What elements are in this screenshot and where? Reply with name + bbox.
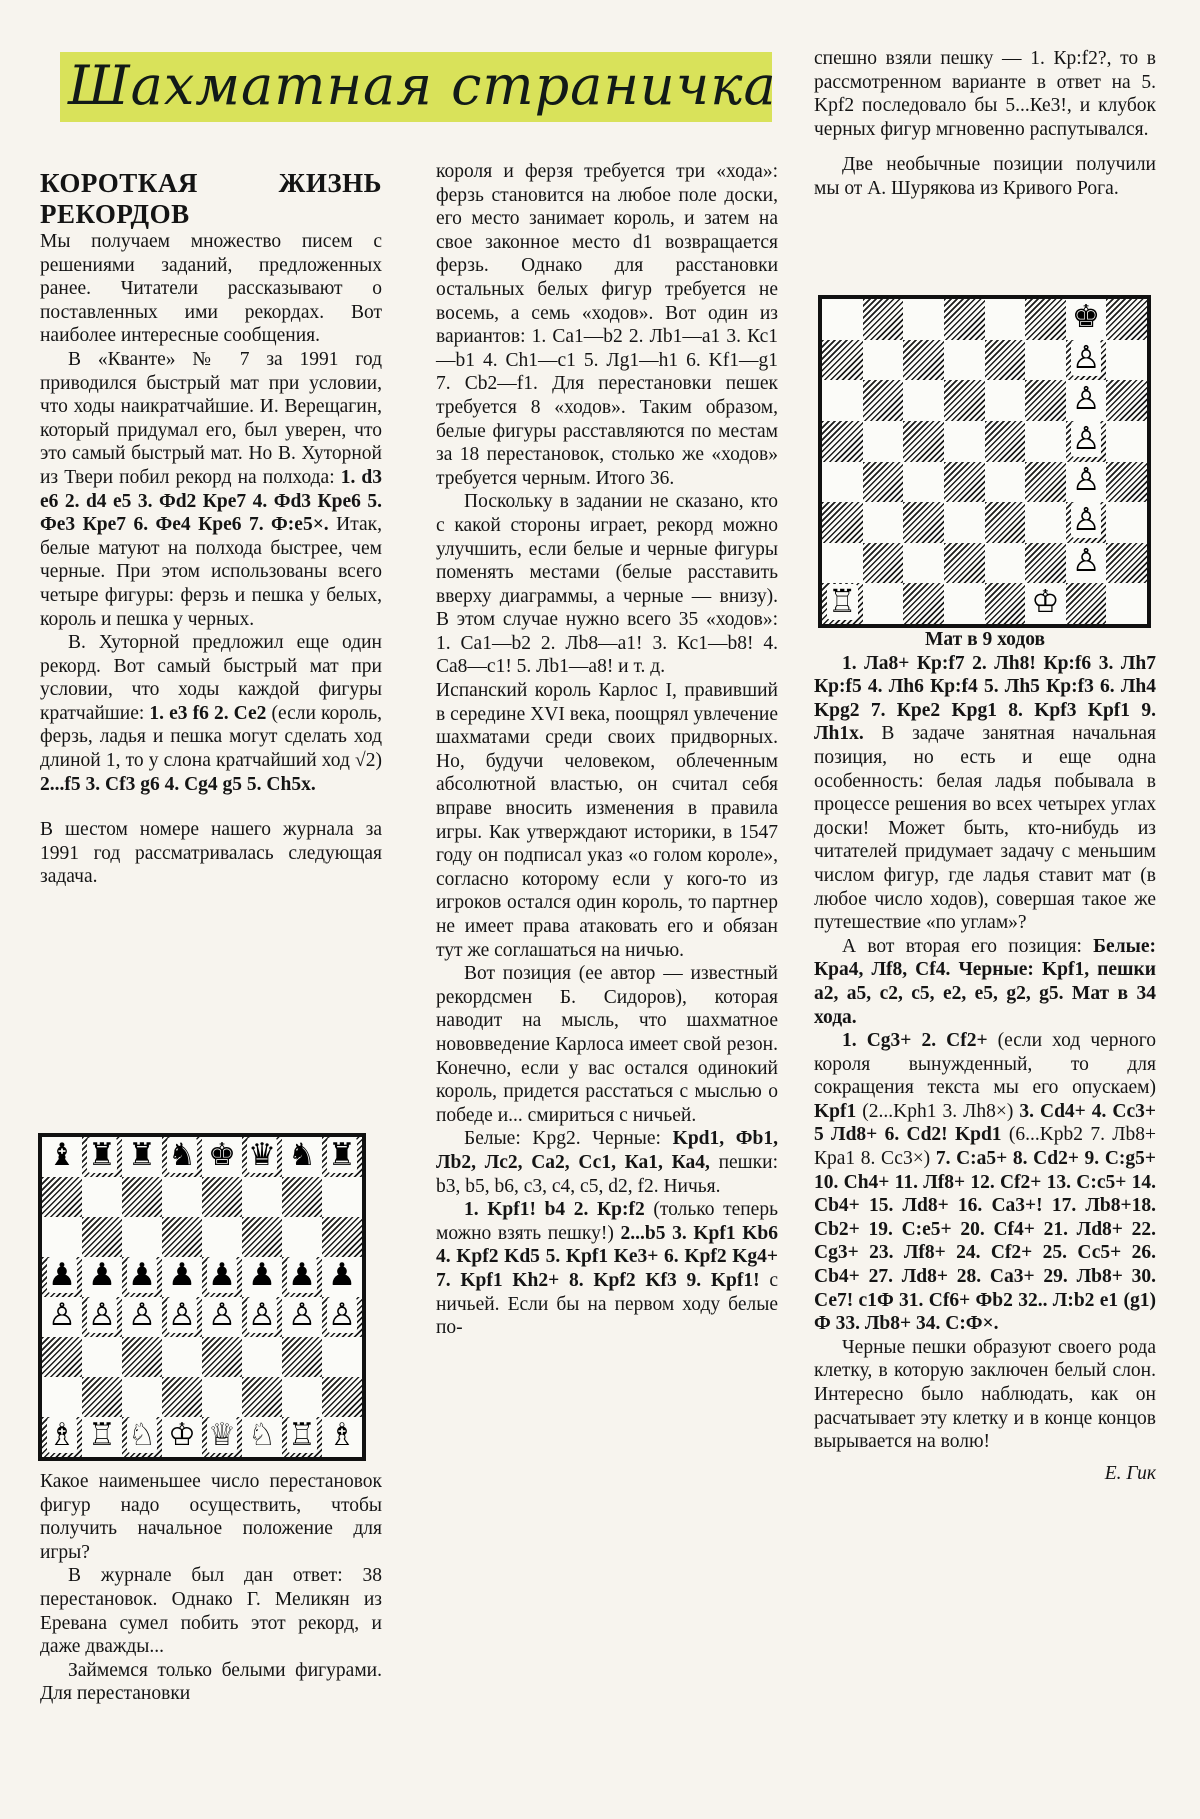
board-square: [282, 1217, 322, 1257]
col2-p1: короля и ферзя требуется три «хода»: ферзь становится на любое поле доски, его место занимает король, и затем на свое законное место d1 возвращается ферзь. Однако для расстановки остальных белых фигур требуется не восемь, а семь «ходов». Вот один из вариантов: 1. Са1—b2 2. Лb1—а1 3. Кс1—b1 4. Ch1—с1 5. Лg1—h1 6. Kf1—g1 7. Cb2—f1. Для перестановки пешек требуется 8 «ходов». Таким образом, белые фигуры расставляются по местам за 18 перестановок, столько же «ходов» требуется черным. Итого 36.: [436, 161, 778, 489]
chess-piece: ♖: [828, 583, 857, 620]
board-square: [82, 1337, 122, 1377]
chess-piece: ♙: [1071, 502, 1101, 539]
chess-piece: ♙: [1071, 339, 1101, 376]
chess-piece: ♜: [88, 1137, 116, 1174]
board-square: [42, 1177, 82, 1217]
mate-in-9-board: [818, 295, 1151, 628]
chess-piece: ♞: [168, 1137, 196, 1174]
board-square: [162, 1177, 202, 1217]
board-square: [42, 1337, 82, 1377]
chess-piece: ♙: [1071, 380, 1101, 417]
col2-p4: Вот позиция (ее автор — известный рекордсмен Б. Сидоров), которая наводит на мысль, что шахматное нововведение Карлоса имеет свой резон. Конечно, если у вас остался одинокий король, придется расстаться с мыслью о победе и... смириться с ничьей.: [436, 963, 778, 1126]
board-square: [822, 299, 863, 340]
board-square: [985, 462, 1026, 503]
chess-piece: ♚: [1071, 299, 1101, 336]
chess-piece: ♘: [128, 1417, 156, 1454]
chess-piece: ♟: [48, 1257, 76, 1294]
col1-p2: В «Кванте» № 7 за 1991 год приводился быстрый мат при условии, что ходы наикратчайшие. И. Верещагин, который придумал его, был уверен, что это самый быстрый мат. Но В. Хуторной из Твери побил рекорд на полхода: 1. d3 e6 2. d4 e5 3. Фd2 Кре7 4. Фd3 Кре6 5. Фе3 Кре7 6. Фе4 Кре6 7. Ф:е5×. Итак, белые матуют на полхода быстрее, чем черные. При этом использованы всего четыре фигуры: ферзь и пешка у белых, король и пешка у черных.: [40, 348, 382, 630]
start-position-board: [38, 1133, 366, 1461]
chess-piece: ♚: [208, 1137, 236, 1174]
board-square: [82, 1217, 122, 1257]
board-square: [903, 340, 944, 381]
board-square: [202, 1337, 242, 1377]
chess-piece: ♞: [288, 1137, 316, 1174]
board-square: [903, 543, 944, 584]
column-1: [40, 168, 382, 889]
chess-piece: ♘: [248, 1417, 276, 1454]
col1-p7: Займемся только белыми фигурами. Для перестановки: [40, 1659, 382, 1705]
board-square: [944, 462, 985, 503]
col1-p6: В журнале был дан ответ: 38 перестановок. Однако Г. Меликян из Еревана сумел побить этот рекорд, и даже дважды...: [40, 1565, 382, 1658]
board-square: [822, 340, 863, 381]
diagram-caption: Мат в 9 ходов: [925, 629, 1045, 650]
board-square: [1025, 462, 1066, 503]
board-square: [863, 462, 904, 503]
board-square: [1106, 502, 1147, 543]
board-square: [822, 502, 863, 543]
chess-piece: ♙: [288, 1297, 316, 1334]
board-square: [1106, 380, 1147, 421]
board-square: [903, 502, 944, 543]
board-square: [322, 1217, 362, 1257]
board-square: [1106, 299, 1147, 340]
chess-piece: ♙: [48, 1297, 76, 1334]
board-square: [1025, 421, 1066, 462]
board-square: [282, 1177, 322, 1217]
board-square: [944, 502, 985, 543]
col1-p3: В. Хуторной предложил еще один рекорд. Вот самый быстрый мат при условии, что ходы каждой фигуры кратчайшие: 1. е3 f6 2. Се2 (если король, ферзь, ладья и пешка могут сделать ход длиной 1, то у слона кратчайший ход √2) 2...f5 3. Cf3 g6 4. Cg4 g5 5. Ch5x.: [40, 632, 383, 795]
board-square: [282, 1377, 322, 1417]
column-3: [814, 47, 1156, 201]
board-square: [985, 421, 1026, 462]
board-square: [985, 583, 1026, 624]
chess-piece: ♟: [248, 1257, 276, 1294]
chess-piece: ♖: [288, 1417, 316, 1454]
column-1-bottom: [40, 1470, 382, 1706]
board-square: [242, 1377, 282, 1417]
board-square: [1106, 462, 1147, 503]
column-2: [436, 160, 778, 1340]
board-square: [863, 583, 904, 624]
chess-piece: ♙: [248, 1297, 276, 1334]
board-square: [863, 502, 904, 543]
board-square: [863, 299, 904, 340]
board-square: [985, 543, 1026, 584]
board-square: [944, 583, 985, 624]
chess-piece: ♙: [168, 1297, 196, 1334]
board-square: [903, 299, 944, 340]
chess-piece: ♔: [168, 1417, 196, 1454]
chess-piece: ♙: [88, 1297, 116, 1334]
chess-piece: ♜: [128, 1137, 156, 1174]
board-square: [822, 462, 863, 503]
col2-p2: Поскольку в задании не сказано, кто с какой стороны играет, рекорд можно улучшить, если белые и черные фигуры поменять местами (белые расставить вверху диаграммы, а черные — внизу). В этом случае нужно всего 35 «ходов»: 1. Са1—b2 2. Лb8—а1! 3. Кс1—b8! 4. Са8—с1! 5. Лb1—а8! и т. д.: [436, 491, 778, 678]
board-square: [863, 543, 904, 584]
board-square: [122, 1217, 162, 1257]
board-square: [1025, 299, 1066, 340]
board-square: [42, 1217, 82, 1257]
board-square: [903, 462, 944, 503]
chess-piece: ♙: [208, 1297, 236, 1334]
board-square: [985, 340, 1026, 381]
board-square: [202, 1177, 242, 1217]
author-byline: Е. Гик: [1104, 1462, 1156, 1484]
board-square: [1066, 583, 1107, 624]
board-square: [944, 421, 985, 462]
column-3-bottom: [814, 628, 1156, 1485]
board-square: [822, 380, 863, 421]
board-square: [322, 1177, 362, 1217]
chess-piece: ♜: [328, 1137, 356, 1174]
col2-p5: Белые: Kpg2. Черные: Kpd1, Фb1, Лb2, Лс2, Са2, Сс1, Ка1, Ка4, пешки: b3, b5, b6, с3, с4, с5, d2, f2. Ничья.: [436, 1128, 779, 1197]
board-square: [985, 299, 1026, 340]
chess-piece: ♟: [128, 1257, 156, 1294]
chess-piece: ♔: [1031, 583, 1060, 620]
board-square: [944, 340, 985, 381]
chess-piece: ♟: [288, 1257, 316, 1294]
col3-p6: Черные пешки образуют своего рода клетку, в которую заключен белый слон. Интересно было наблюдать, как он расчатывает эту клетку и в конце концов вырывается на волю!: [814, 1336, 1156, 1453]
board-square: [985, 380, 1026, 421]
board-square: [1025, 502, 1066, 543]
board-square: [122, 1177, 162, 1217]
chess-piece: ♛: [248, 1137, 276, 1174]
board-square: [322, 1377, 362, 1417]
chess-piece: ♗: [48, 1417, 76, 1454]
chess-piece: ♟: [168, 1257, 196, 1294]
board-square: [863, 421, 904, 462]
board-square: [822, 421, 863, 462]
section-title: Шахматная страничка: [68, 54, 777, 117]
board-square: [944, 380, 985, 421]
board-square: [242, 1337, 282, 1377]
board-square: [1025, 340, 1066, 381]
board-square: [944, 543, 985, 584]
board-square: [162, 1337, 202, 1377]
board-square: [322, 1337, 362, 1377]
chess-piece: ♖: [88, 1417, 116, 1454]
col2-p6: 1. Kpf1! b4 2. Кр:f2 (только теперь можно взять пешку!) 2...b5 3. Kpf1 Kb6 4. Kpf2 Kd5 5. Kpf1 Ke3+ 6. Kpf2 Kg4+ 7. Kpf1 Kh2+ 8. Kpf2 Kf3 9. Kpf1! с ничьей. Если бы на первом ходу белые по-: [436, 1199, 778, 1339]
board-square: [863, 380, 904, 421]
board-square: [1025, 543, 1066, 584]
chess-piece: ♗: [328, 1417, 356, 1454]
board-square: [903, 583, 944, 624]
board-square: [162, 1377, 202, 1417]
board-square: [1025, 380, 1066, 421]
chess-piece: ♟: [88, 1257, 116, 1294]
col3-p3: 1. Ла8+ Кр:f7 2. Лh8! Кр:f6 3. Лh7 Кр:f5 4. Лh6 Кр:f4 5. Лh5 Кр:f3 6. Лh4 Kpg2 7. Кре2 Kpg1 8. Kpf3 Kpf1 9. Лh1x. В задаче занятная начальная позиция, но есть и еще одна особенность: белая ладья побывала в процессе решения во всех четырех углах доски! Может быть, кто-нибудь из читателей придумает задачу с меньшим числом фигур, где ладья ставит мат (в любое число ходов), совершая такое же путешествие «по углам»?: [814, 652, 1157, 934]
col1-p4: В шестом номере нашего журнала за 1991 год рассматривалась следующая задача.: [40, 819, 382, 888]
chess-piece: ♙: [1071, 421, 1101, 458]
board-square: [1106, 543, 1147, 584]
board-square: [242, 1217, 282, 1257]
board-square: [985, 502, 1026, 543]
col3-p1: спешно взяли пешку — 1. Кр:f2?, то в рассмотренном варианте в ответ на 5. Kpf2 последовало бы 5...Ке3!, и клубок черных фигур мгновенно распутывался.: [814, 48, 1156, 140]
board-square: [903, 421, 944, 462]
board-square: [202, 1217, 242, 1257]
board-square: [122, 1337, 162, 1377]
board-square: [944, 299, 985, 340]
chess-piece: ♕: [208, 1417, 236, 1454]
col3-p5: 1. Cg3+ 2. Cf2+ (если ход черного короля вынужденный, то для сокращения текста мы его опускаем) Kpf1 (2...Kph1 3. Лh8×) 3. Cd4+ 4. Cc3+ 5 Лd8+ 6. Cd2! Kpd1 (6...Kpb2 7. Лb8+ Кра1 8. Сс3×) 7. С:а5+ 8. Cd2+ 9. C:g5+ 10. Ch4+ 11. Лf8+ 12. Cf2+ 13. С:с5+ 14. Cb4+ 15. Лd8+ 16. Са3+! 17. Лb8+18. Cb2+ 19. С:е5+ 20. Cf4+ 21. Лd8+ 22. Cg3+ 23. Лf8+ 24. Cf2+ 25. Сс5+ 26. Cb4+ 27. Лd8+ 28. Са3+ 29. Лb8+ 30. Се7! с1Ф 31. Cf6+ Фb2 32.. Л:b2 е1 (g1) Ф 33. Лb8+ 34. С:Ф×.: [814, 1030, 1157, 1335]
chess-piece: ♝: [48, 1137, 76, 1174]
board-square: [822, 543, 863, 584]
board-square: [1106, 583, 1147, 624]
board-square: [82, 1177, 122, 1217]
col1-p1: Мы получаем множество писем с решениями заданий, предложенных ранее. Читатели рассказывают о поставленных ими рекордах. Вот наиболее интересные сообщения.: [40, 231, 382, 347]
chess-piece: ♙: [1071, 543, 1101, 579]
chess-piece: ♙: [1071, 461, 1101, 498]
board-square: [202, 1377, 242, 1417]
board-square: [122, 1377, 162, 1417]
article-title: КОРОТКАЯ ЖИЗНЬ РЕКОРДОВ: [40, 168, 382, 229]
chess-piece: ♟: [328, 1257, 356, 1294]
board-square: [242, 1177, 282, 1217]
board-square: [1106, 421, 1147, 462]
chess-piece: ♙: [128, 1297, 156, 1334]
chess-piece: ♟: [208, 1257, 236, 1294]
col1-p5: Какое наименьшее число перестановок фигур надо осуществить, чтобы получить начальное положение для игры?: [40, 1471, 382, 1563]
board-square: [282, 1337, 322, 1377]
board-square: [42, 1377, 82, 1417]
board-square: [903, 380, 944, 421]
board-square: [82, 1377, 122, 1417]
section-banner: [60, 52, 777, 122]
col3-p4: А вот вторая его позиция: Белые: Кра4, Лf8, Cf4. Черные: Kpf1, пешки а2, а5, с2, с5, е2, е5, g2, g5. Мат в 34 хода.: [814, 935, 1157, 1028]
board-square: [863, 340, 904, 381]
board-square: [162, 1217, 202, 1257]
board-square: [1106, 340, 1147, 381]
chess-piece: ♙: [328, 1297, 356, 1334]
col2-p3: Испанский король Карлос I, правивший в середине XVI века, поощрял увлечение шахматами среди своих придворных. Но, будучи человеком, облеченным абсолютной властью, он считал себя вправе вносить изменения в правила игры. Как утверждают историки, в 1547 году он подписал указ «о голом короле», согласно которому если у кого-то из игроков остался один король, то партнер не имеет права атаковать его и обязан тут же соглашаться на ничью.: [436, 680, 778, 961]
col3-p2: Две необычные позиции получили мы от А. Шурякова из Кривого Рога.: [814, 154, 1156, 199]
